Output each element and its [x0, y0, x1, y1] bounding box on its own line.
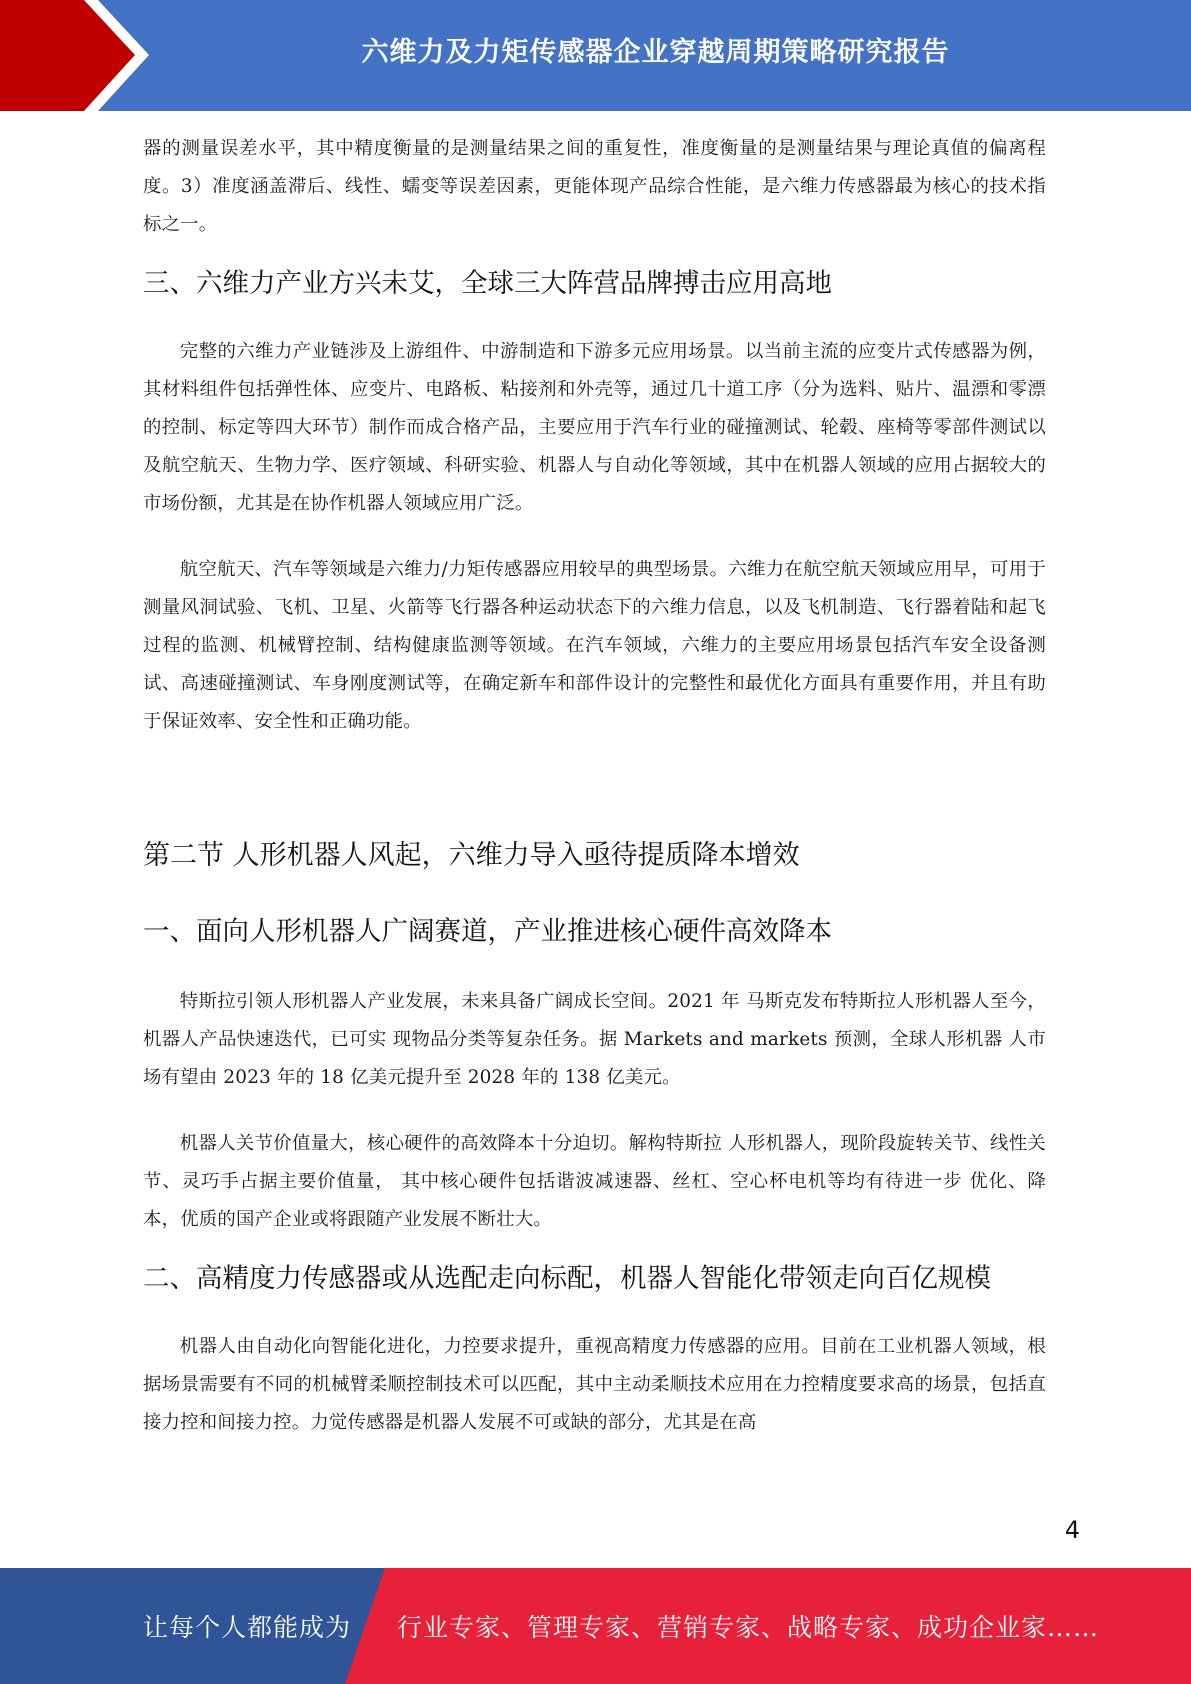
- chapter-heading: 第二节 人形机器人风起，六维力导入亟待提质降本增效: [143, 840, 800, 871]
- section-3-heading: 三、六维力产业方兴未艾，全球三大阵营品牌搏击应用高地: [143, 268, 832, 299]
- report-title: 六维力及力矩传感器企业穿越周期策略研究报告: [361, 37, 950, 68]
- section-2-paragraph-1: 机器人由自动化向智能化进化，力控要求提升，重视高精度力传感器的应用。目前在工业机器人领域，根据场景需要有不同的机械臂柔顺控制技术可以匹配，其中主动柔顺技术应用在力控精度要求高的场景，包括直接力控和间接力控。力觉传感器是机器人发展不可或缺的部分，尤其是在高: [143, 1336, 1046, 1433]
- page-header: [0, 0, 1191, 111]
- page-footer: [0, 1568, 1191, 1684]
- intro-paragraph: 器的测量误差水平，其中精度衡量的是测量结果之间的重复性，准度衡量的是测量结果与理论真值的偏离程度。3）准度涵盖滞后、线性、蠕变等误差因素，更能体现产品综合性能，是六维力传感器最为核心的技术指标之一。: [143, 138, 1046, 235]
- section-2-heading: 二、高精度力传感器或从选配走向标配，机器人智能化带领走向百亿规模: [143, 1263, 991, 1294]
- section-3-paragraph-1: 完整的六维力产业链涉及上游组件、中游制造和下游多元应用场景。以当前主流的应变片式传感器为例，其材料组件包括弹性体、应变片、电路板、粘接剂和外壳等，通过几十道工序（分为选料、贴片、温漂和零漂的控制、标定等四大环节）制作而成合格产品，主要应用于汽车行业的碰撞测试、轮毂、座椅等零部件测试以及航空航天、生物力学、医疗领域、科研实验、机器人与自动化等领域，其中在机器人领域的应用占据较大的市场份额，尤其是在协作机器人领域应用广泛。: [143, 341, 1046, 514]
- page-number: 4: [1064, 1516, 1080, 1544]
- section-1-paragraph-1: 特斯拉引领人形机器人产业发展，未来具备广阔成长空间。2021 年 马斯克发布特斯拉人形机器人至今，机器人产品快速迭代，已可实 现物品分类等复杂任务。据 Markets and markets 预测，全球人形机器 人市场有望由 2023 年的 18 亿美元提升至 2028 年的 138 亿美元。: [143, 991, 1046, 1088]
- section-3-paragraph-2: 航空航天、汽车等领域是六维力/力矩传感器应用较早的典型场景。六维力在航空航天领域应用早，可用于测量风洞试验、飞机、卫星、火箭等飞行器各种运动状态下的六维力信息，以及飞机制造、飞行器着陆和起飞过程的监测、机械臂控制、结构健康监测等领域。在汽车领域，六维力的主要应用场景包括汽车安全设备测试、高速碰撞测试、车身刚度测试等，在确定新车和部件设计的完整性和最优化方面具有重要作用，并且有助于保证效率、安全性和正确功能。: [143, 559, 1046, 732]
- section-1-heading: 一、面向人形机器人广阔赛道，产业推进核心硬件高效降本: [143, 916, 832, 947]
- footer-slogan-left: 让每个人都能成为: [143, 1613, 352, 1642]
- header-arrow-decoration: [0, 0, 200, 111]
- page-content: [143, 130, 1046, 1442]
- footer-slogan-right: 行业专家、管理专家、营销专家、战略专家、成功企业家……: [397, 1613, 1100, 1642]
- section-1-paragraph-2: 机器人关节价值量大，核心硬件的高效降本十分迫切。解构特斯拉 人形机器人，现阶段旋转关节、线性关节、灵巧手占据主要价值量， 其中核心硬件包括谐波减速器、丝杠、空心杯电机等均有待进一步 优化、降本，优质的国产企业或将跟随产业发展不断壮大。: [143, 1133, 1046, 1230]
